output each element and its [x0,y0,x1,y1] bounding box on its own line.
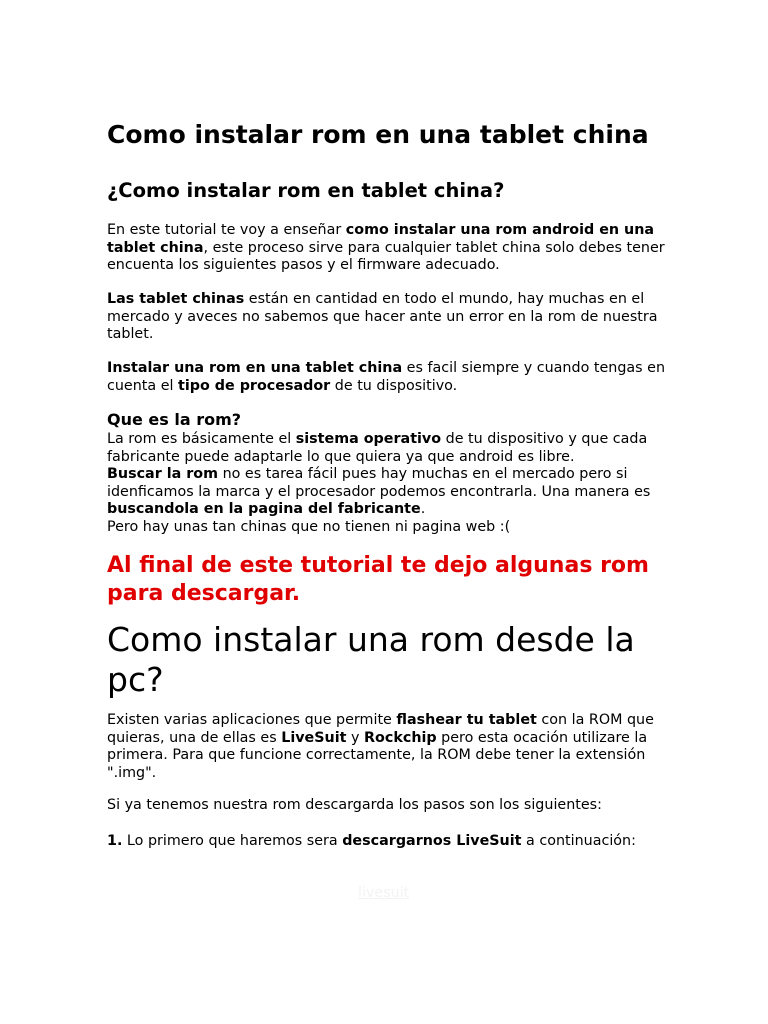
article-title: Como instalar rom en una tablet china [107,120,649,149]
pc-install-heading: Como instalar una rom desde la pc? [107,620,635,699]
steps-intro-paragraph: Si ya tenemos nuestra rom descargarda los pasos son los siguientes: [107,797,602,813]
install-paragraph: Instalar una rom en una tablet china es facil siempre y cuando tengas en cuenta el tipo de procesador de tu dispositivo. [107,360,666,394]
rom-paragraph: La rom es básicamente el sistema operativo de tu dispositivo y que cada fabricante puede adaptarle lo que quiera ya que android es libre. Buscar la rom no es tarea fácil pues hay muchas en el mercado pero si idenficamos la marca y el procesador podemos encontrarla. Una manera es buscandola en la pagina del fabricante. Pero hay unas tan chinas que no tienen ni pagina web :( [107,431,651,535]
article-subtitle: ¿Como instalar rom en tablet china? [107,179,505,202]
section-heading: Que es la rom? [107,410,242,429]
apps-paragraph: Existen varias aplicaciones que permite flashear tu tablet con la ROM que quieras, una de ellas es LiveSuit y Rockchip pero esta ocación utilizare la primera. Para que funcione correctamente, la ROM debe tener la extensión ".img". [107,712,654,781]
download-notice: Al final de este tutorial te dejo algunas rom para descargar. [107,553,649,606]
livesuit-download-link[interactable]: livesuit [358,885,410,901]
step-1: 1. Lo primero que haremos sera descargarnos LiveSuit a continuación: [107,833,636,849]
tablets-paragraph: Las tablet chinas están en cantidad en todo el mundo, hay muchas en el mercado y aveces no sabemos que hacer ante un error en la rom de nuestra tablet. [107,291,658,343]
intro-paragraph: En este tutorial te voy a enseñar como instalar una rom android en una tablet china, este proceso sirve para cualquier tablet china solo debes tener encuenta los siguientes pasos y el firmware adecuado. [107,222,665,274]
